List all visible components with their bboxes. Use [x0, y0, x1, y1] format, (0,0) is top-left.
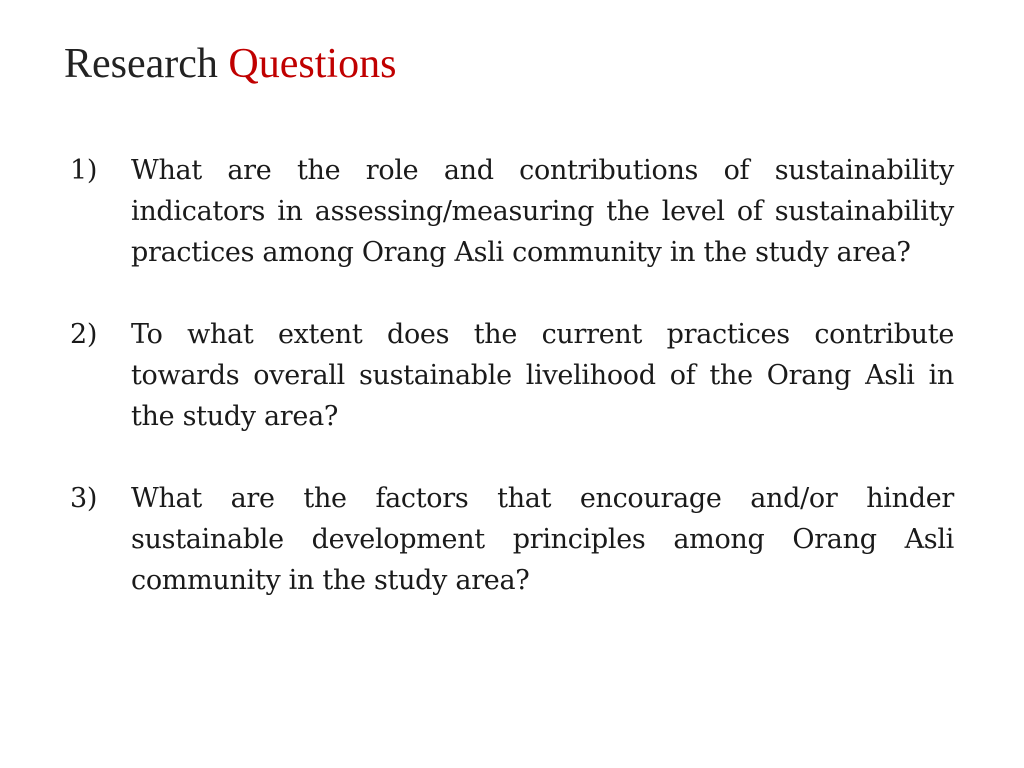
question-number: 3): [70, 483, 98, 514]
title-accent: Questions: [228, 41, 397, 87]
question-text: To what extent does the current practices contribute towards overall sustainable livelihood of the Orang Asli in the study area?: [131, 319, 954, 432]
question-item: [70, 314, 954, 437]
research-questions-list: [70, 150, 954, 642]
question-item: [70, 478, 954, 601]
question-text: What are the factors that encourage and/or hinder sustainable development principles among Orang Asli community in the study area?: [131, 483, 954, 596]
question-number: 2): [70, 319, 98, 350]
title-main: Research: [64, 41, 218, 87]
question-item: [70, 150, 954, 273]
question-number: 1): [70, 155, 98, 186]
question-text: What are the role and contributions of sustainability indicators in assessing/measuring the level of sustainability practices among Orang Asli community in the study area?: [131, 155, 954, 268]
slide-title: [64, 38, 396, 90]
